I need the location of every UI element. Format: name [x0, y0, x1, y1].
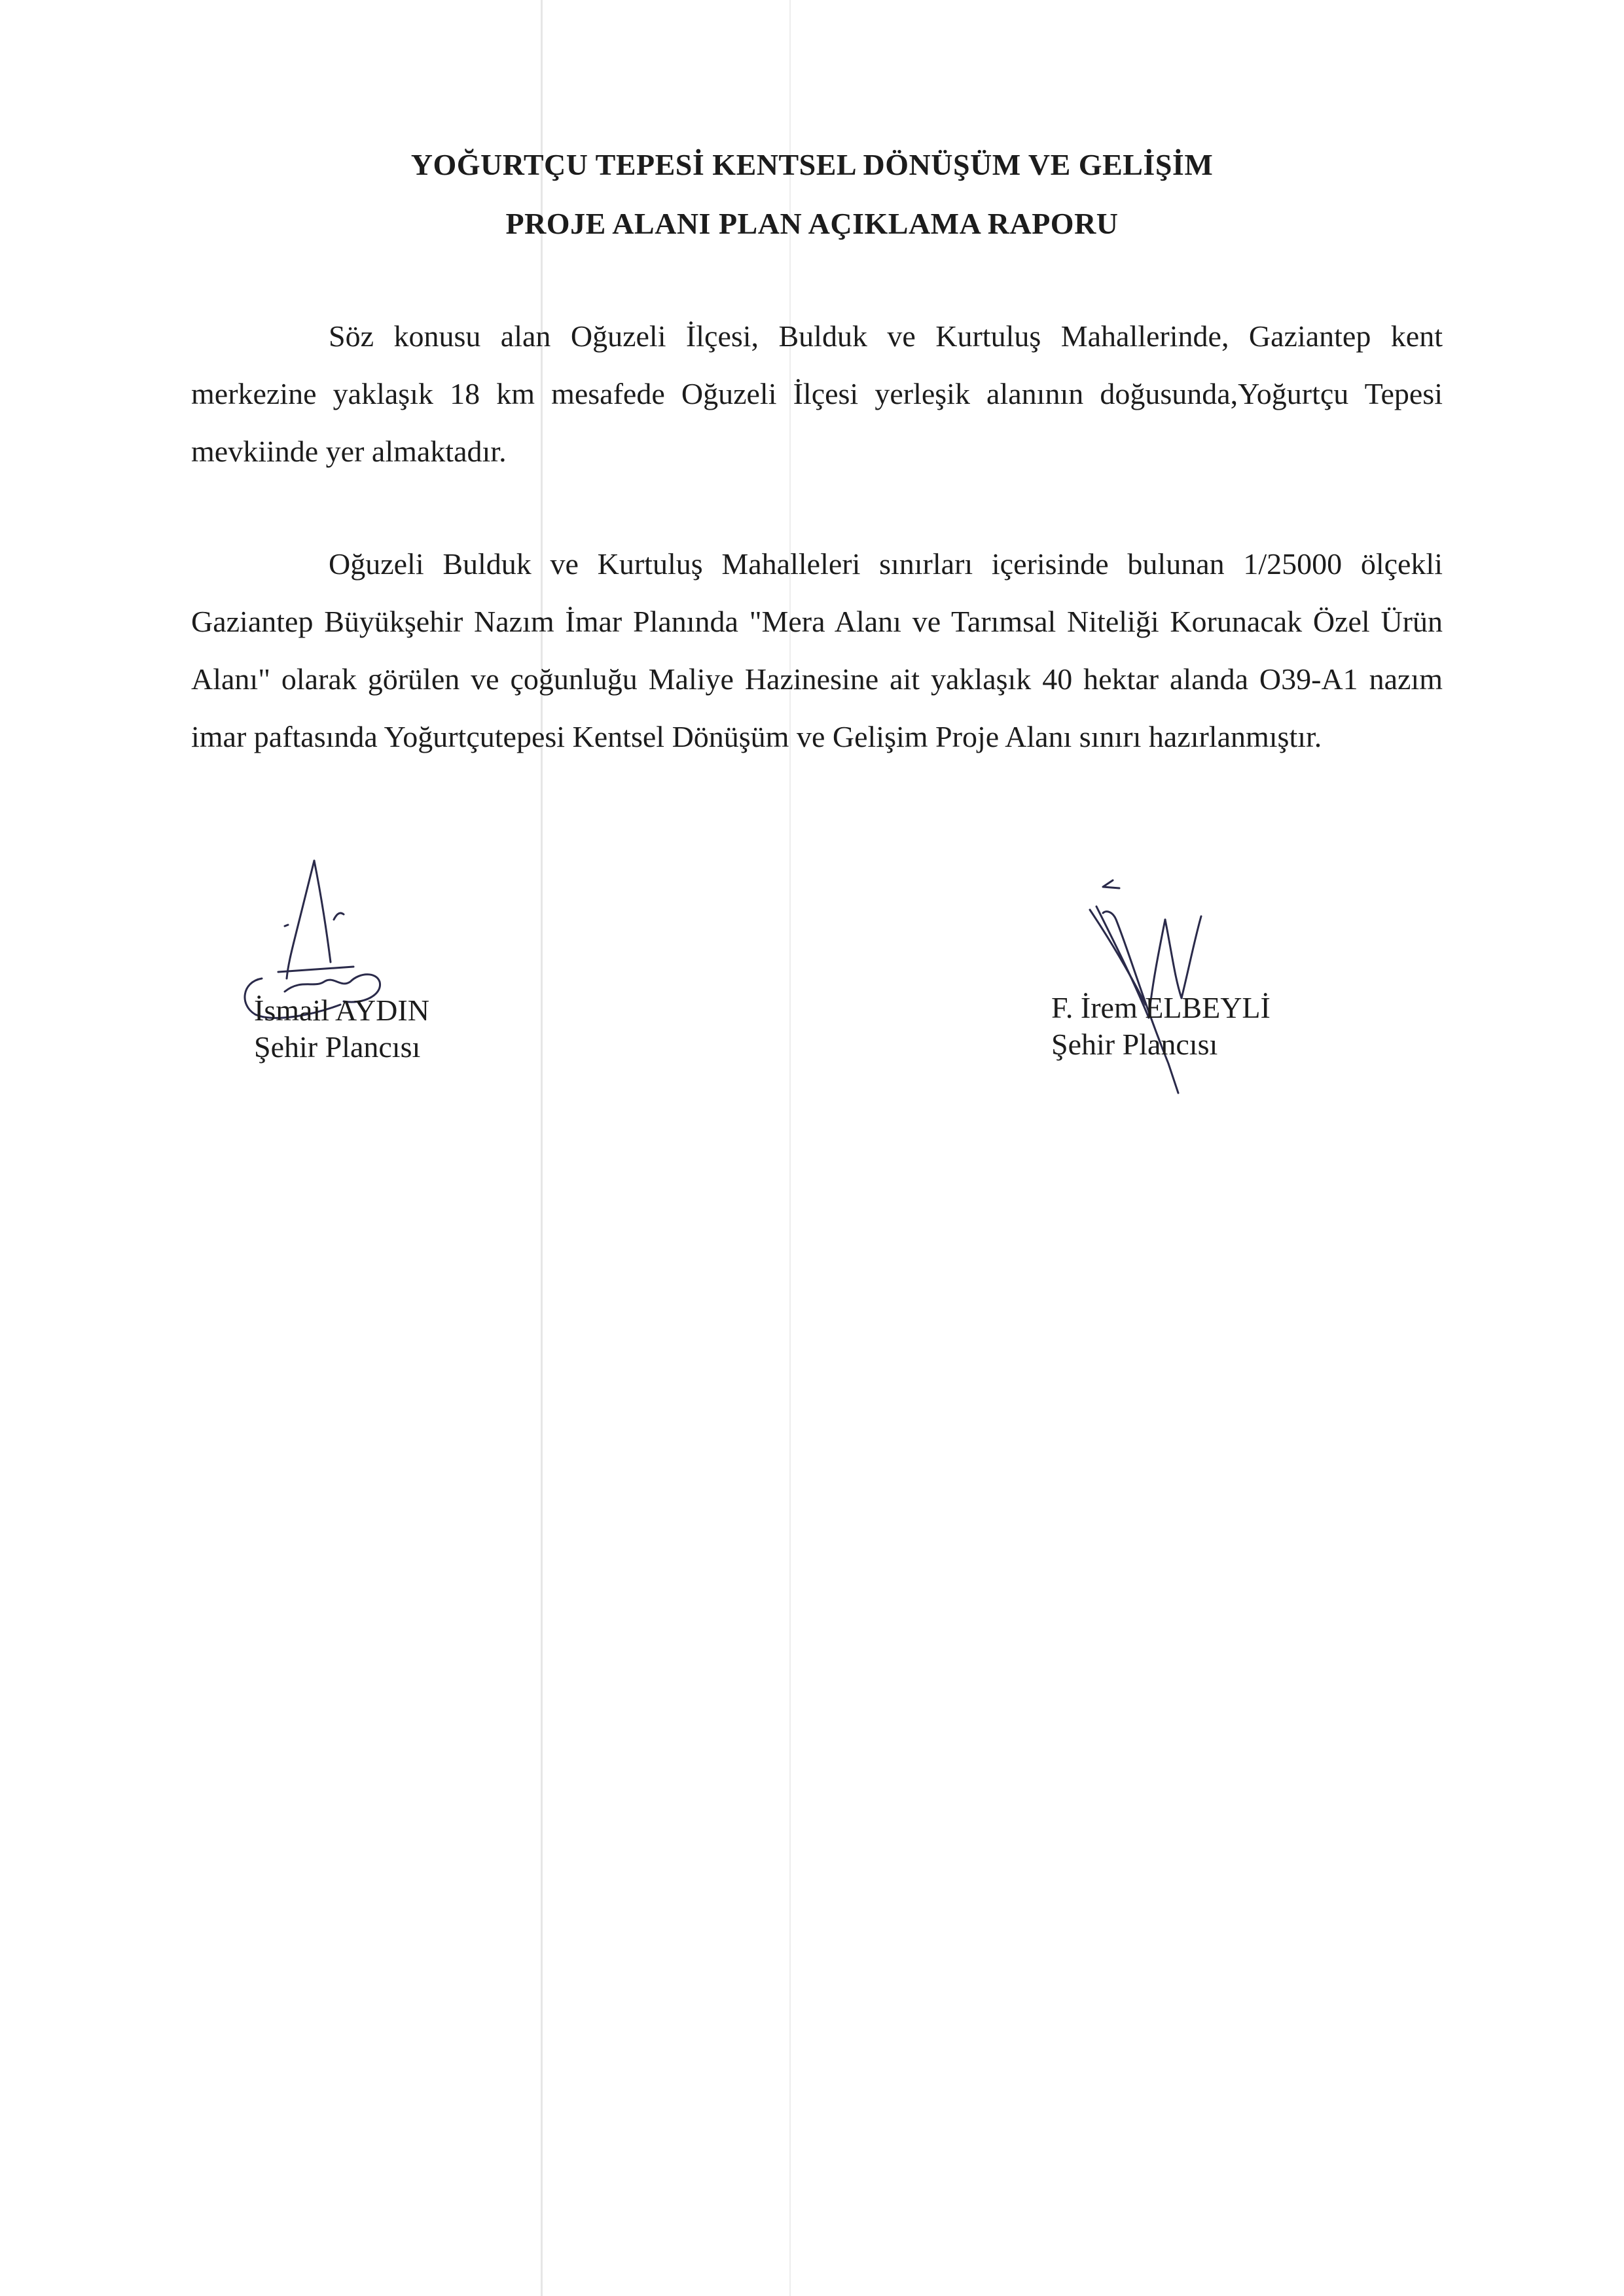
body-paragraph-2: Oğuzeli Bulduk ve Kurtuluş Mahalleleri sınırları içerisinde bulunan 1/25000 ölçekli Gaziantep Büyükşehir Nazım İmar Planında "Mera Alanı ve Tarımsal Niteliği Korunacak Özel Ürün Alanı" olarak görülen ve çoğunluğu Maliye Hazinesine ait yaklaşık 40 hektar alanda O39-A1 nazım imar paftasında Yoğurtçutepesi Kentsel Dönüşüm ve Gelişim Proje Alanı sınırı hazırlanmıştır. [191, 547, 1443, 753]
signatory-left [254, 992, 429, 1066]
body-paragraph-1: Söz konusu alan Oğuzeli İlçesi, Bulduk ve Kurtuluş Mahallerinde, Gaziantep kent merkezine yaklaşık 18 km mesafede Oğuzeli İlçesi yerleşik alanının doğusunda,Yoğurtçu Tepesi mevkiinde yer almaktadır. [191, 319, 1443, 468]
signatory-name: F. İrem ELBEYLİ [1051, 991, 1271, 1024]
signatory-name: İsmail AYDIN [254, 994, 429, 1027]
signatory-title: Şehir Plancısı [254, 1030, 421, 1064]
signatory-right [1051, 990, 1271, 1063]
handwritten-signature-right [1083, 867, 1247, 1103]
signatory-title: Şehir Plancısı [1051, 1028, 1218, 1061]
report-title-line-1: YOĞURTÇU TEPESİ KENTSEL DÖNÜŞÜM VE GELİŞİM [410, 148, 1214, 181]
report-title-line-2: PROJE ALANI PLAN AÇIKLAMA RAPORU [505, 207, 1119, 240]
